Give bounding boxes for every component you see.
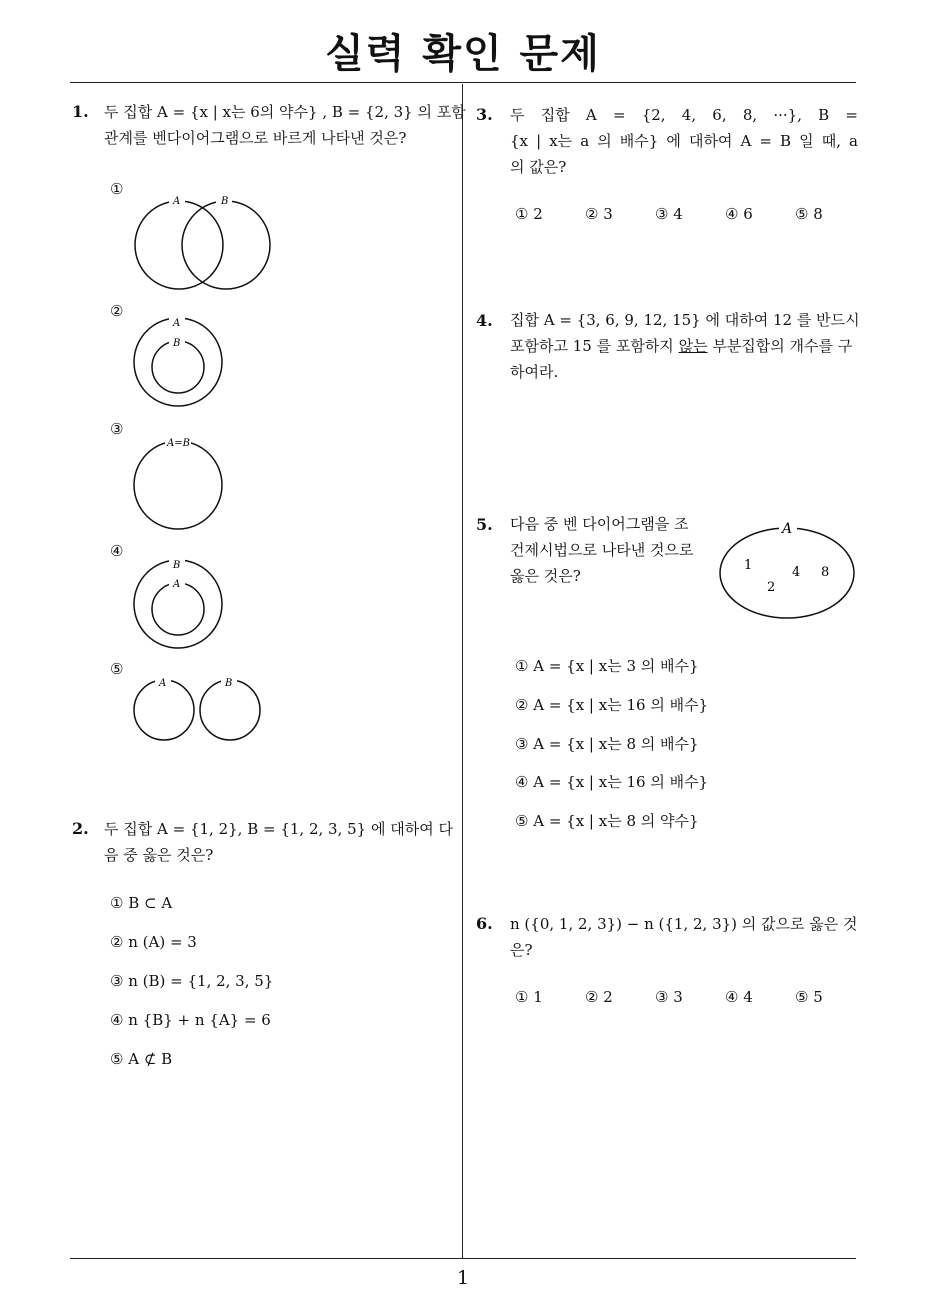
q6-option-3: ③ 3 bbox=[655, 988, 683, 1006]
q2-option-3: ③ n (B) = {1, 2, 3, 5} bbox=[110, 972, 274, 990]
q3-option-2: ② 3 bbox=[585, 205, 613, 223]
q6-option-2: ② 2 bbox=[585, 988, 613, 1006]
q1-option-4-diagram bbox=[125, 552, 235, 652]
q5-venn-element-8: 8 bbox=[821, 565, 830, 580]
q3-line3: 의 값은? bbox=[510, 158, 567, 176]
q5-option-2: ② A = {x | x는 16 의 배수} bbox=[515, 696, 709, 714]
page-title: 실력 확인 문제 bbox=[325, 31, 601, 77]
q1-option-5-mark: ⑤ bbox=[110, 660, 124, 678]
q6-number: 6. bbox=[476, 914, 493, 933]
q3-options bbox=[515, 205, 865, 223]
q1-opt1-label-b: B bbox=[221, 196, 229, 207]
q1-option-1-mark: ① bbox=[110, 180, 124, 198]
column-divider bbox=[462, 84, 463, 1259]
q5-option-3: ③ A = {x | x는 8 의 배수} bbox=[515, 735, 699, 753]
q1-number: 1. bbox=[72, 102, 89, 121]
q3-option-5: ⑤ 8 bbox=[795, 205, 823, 223]
q3-number: 3. bbox=[476, 105, 493, 124]
q6-option-5: ⑤ 5 bbox=[795, 988, 823, 1006]
q4-number: 4. bbox=[476, 311, 493, 330]
q6-option-4: ④ 4 bbox=[725, 988, 753, 1006]
q1-line2: 관계를 벤다이어그램으로 바르게 나타낸 것은? bbox=[104, 129, 407, 147]
q4-line3: 하여라. bbox=[510, 363, 559, 381]
q5-line1: 다음 중 벤 다이어그램을 조 bbox=[510, 515, 689, 533]
q5-option-4: ④ A = {x | x는 16 의 배수} bbox=[515, 773, 709, 791]
q2-number: 2. bbox=[72, 819, 89, 838]
q1-opt3-label: A=B bbox=[167, 438, 190, 449]
q3-line2: {x | x는 a 의 배수} 에 대하여 A = B 일 때, a bbox=[510, 132, 858, 150]
q2-option-5: ⑤ A ⊄ B bbox=[110, 1050, 173, 1068]
q5-venn-label: A bbox=[782, 521, 793, 537]
footer-rule bbox=[70, 1258, 856, 1259]
q6-line1: n ({0, 1, 2, 3}) − n ({1, 2, 3}) 의 값으로 옳은 것 bbox=[510, 915, 858, 933]
q2-line1: 두 집합 A = {1, 2}, B = {1, 2, 3, 5} 에 대하여 다 bbox=[104, 820, 453, 838]
q1-option-2-diagram bbox=[125, 312, 235, 412]
q6-option-1: ① 1 bbox=[515, 988, 543, 1006]
q1-opt5-label-b: B bbox=[225, 678, 233, 689]
q1-opt2-label-a: A bbox=[173, 318, 181, 329]
q4-line2-start: 포함하고 15 를 포함하지 bbox=[510, 337, 679, 355]
q5-option-1: ① A = {x | x는 3 의 배수} bbox=[515, 657, 699, 675]
q5-number: 5. bbox=[476, 515, 493, 534]
q1-opt4-label-a: A bbox=[173, 579, 181, 590]
q4-line2-end: 부분집합의 개수를 구 bbox=[707, 337, 853, 355]
q1-option-1-diagram bbox=[125, 190, 285, 295]
q5-venn-element-1: 1 bbox=[744, 558, 753, 573]
q3-line1: 두 집합 A = {2, 4, 6, 8, ···}, B = bbox=[510, 106, 858, 124]
q5-line2: 건제시법으로 나타낸 것으로 bbox=[510, 541, 694, 559]
q5-venn-element-2: 2 bbox=[767, 580, 776, 595]
q2-option-4: ④ n {B} + n {A} = 6 bbox=[110, 1011, 271, 1029]
page-number: 1 bbox=[456, 1267, 470, 1289]
q1-option-3-diagram bbox=[125, 432, 235, 532]
q6-options bbox=[515, 988, 865, 1006]
q2-line2: 음 중 옳은 것은? bbox=[104, 846, 214, 864]
q1-opt4-label-b: B bbox=[173, 560, 181, 571]
q1-opt2-label-b: B bbox=[173, 338, 181, 349]
q1-option-2-mark: ② bbox=[110, 302, 124, 320]
q1-option-5-diagram bbox=[125, 672, 275, 747]
q5-venn-element-4: 4 bbox=[792, 565, 801, 580]
q3-option-3: ③ 4 bbox=[655, 205, 683, 223]
q5-line3: 옳은 것은? bbox=[510, 567, 581, 585]
q1-opt5-label-a: A bbox=[159, 678, 167, 689]
q1-option-4-mark: ④ bbox=[110, 542, 124, 560]
q1-option-3-mark: ③ bbox=[110, 420, 124, 438]
q3-option-1: ① 2 bbox=[515, 205, 543, 223]
q3-option-4: ④ 6 bbox=[725, 205, 753, 223]
q1-line1: 두 집합 A = {x | x는 6의 약수} , B = {2, 3} 의 포함 bbox=[104, 103, 466, 121]
q4-line1: 집합 A = {3, 6, 9, 12, 15} 에 대하여 12 를 반드시 bbox=[510, 311, 860, 329]
q2-option-2: ② n (A) = 3 bbox=[110, 933, 197, 951]
q5-option-5: ⑤ A = {x | x는 8 의 약수} bbox=[515, 812, 699, 830]
header-rule bbox=[70, 82, 856, 83]
q6-line2: 은? bbox=[510, 941, 533, 959]
q2-option-1: ① B ⊂ A bbox=[110, 894, 173, 912]
q5-venn-diagram bbox=[718, 515, 860, 625]
q4-line2 bbox=[510, 333, 852, 359]
q1-opt1-label-a: A bbox=[173, 196, 181, 207]
q4-underlined-word: 않는 bbox=[678, 337, 708, 355]
